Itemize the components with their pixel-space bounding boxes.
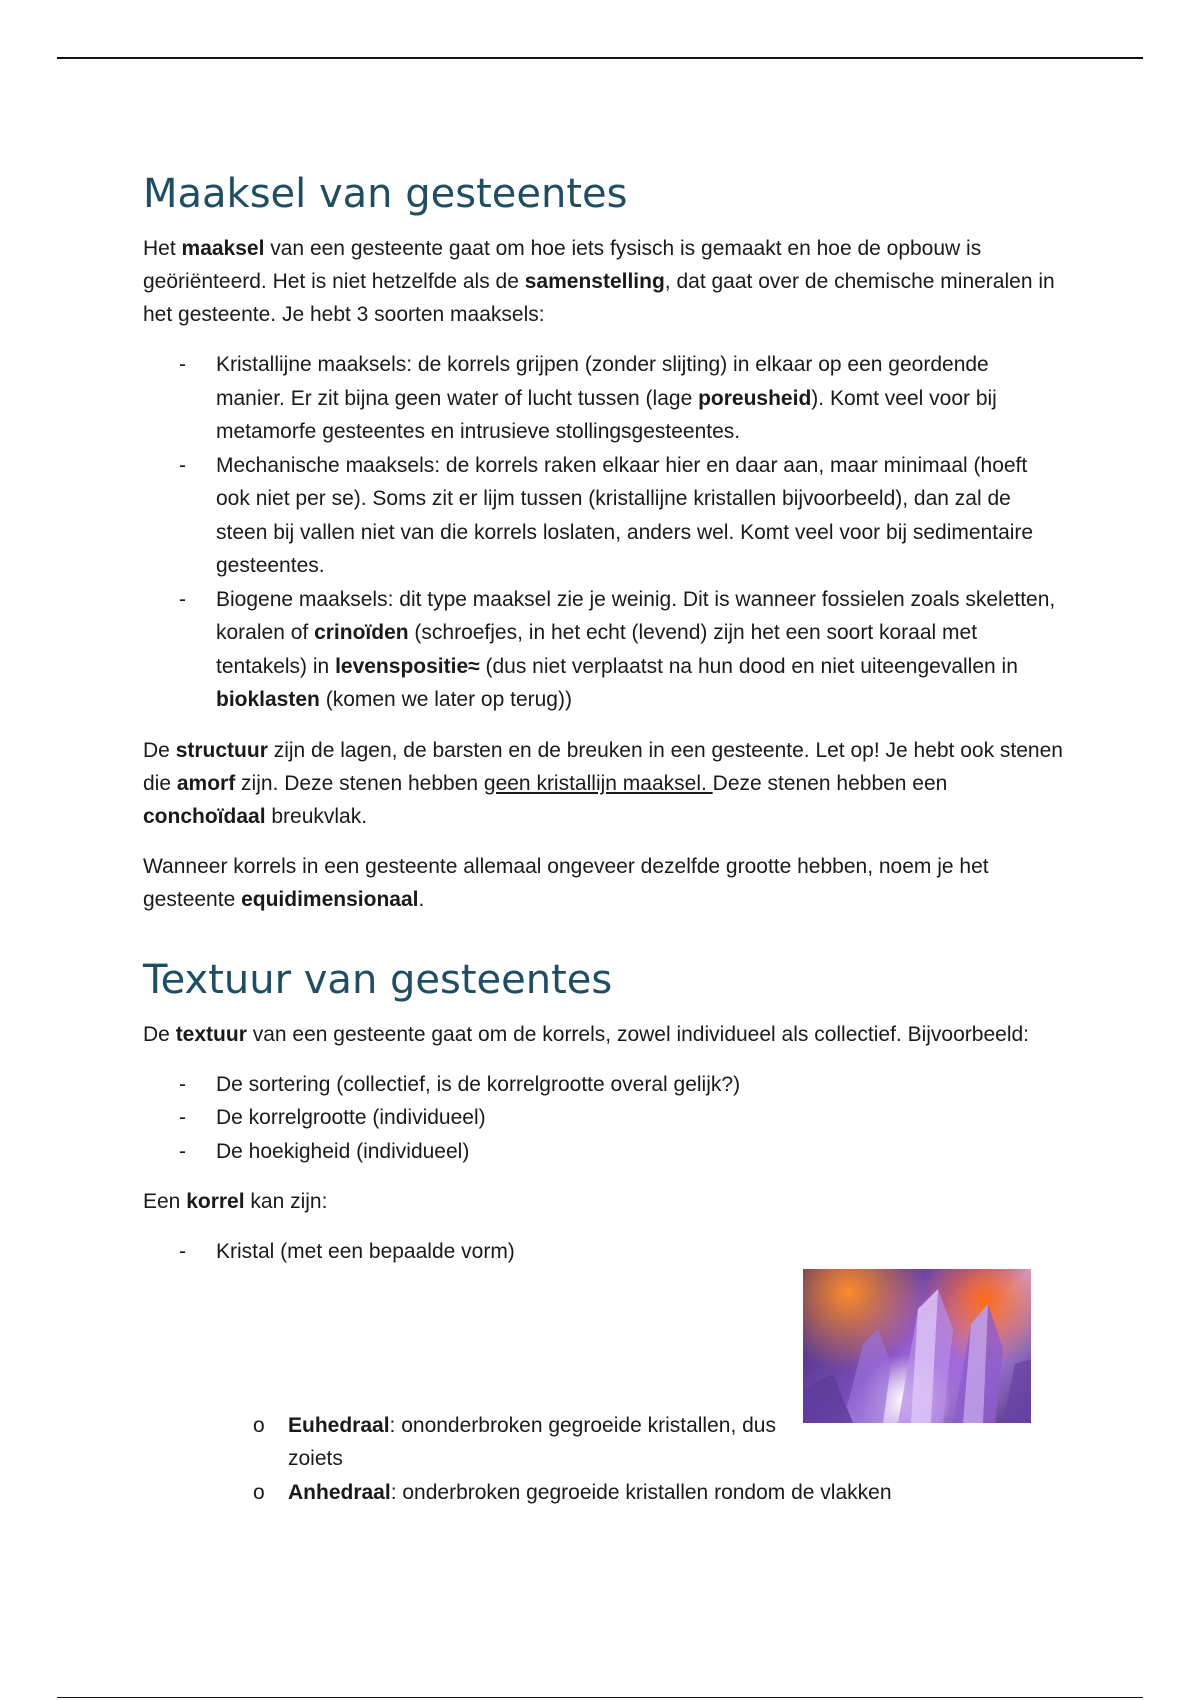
header-rule	[57, 57, 1143, 59]
crystal-image-area	[143, 1269, 1063, 1409]
list-item: - De korrelgrootte (individueel)	[143, 1101, 1063, 1135]
document-body	[143, 170, 1063, 1509]
list-item: - De sortering (collectief, is de korrelgrootte overal gelijk?)	[143, 1068, 1063, 1102]
paragraph-equidimensionaal: Wanneer korrels in een gesteente allemaal ongeveer dezelfde grootte hebben, noem je het gesteente equidimensionaal.	[143, 854, 989, 911]
list-item: - De hoekigheid (individueel)	[143, 1135, 1063, 1169]
paragraph-maaksel-intro: Het maaksel van een gesteente gaat om hoe iets fysisch is gemaakt en hoe de opbouw is geöriënteerd. Het is niet hetzelfde als de samenstelling, dat gaat over de chemische mineralen in het gesteente. Je hebt 3 soorten maaksels:	[143, 237, 1055, 326]
paragraph-korrel: Een korrel kan zijn:	[143, 1190, 328, 1213]
crystal-image	[803, 1269, 1031, 1423]
korrel-list	[143, 1235, 1063, 1269]
textuur-list	[143, 1068, 1063, 1169]
list-item-kristallijn: - Kristallijne maaksels: de korrels grijpen (zonder slijting) in elkaar op een geordende manier. Er zit bijna geen water of lucht tussen (lage poreusheid). Komt veel voor bij metamorfe gesteentes en intrusieve stollingsgesteentes.	[143, 348, 1063, 449]
paragraph-structuur: De structuur zijn de lagen, de barsten en de breuken in een gesteente. Let op! Je hebt ook stenen die amorf zijn. Deze stenen hebben geen kristallijn maaksel. Deze stenen hebben een conchoïdaal breukvlak.	[143, 738, 1063, 828]
kristal-subtypes-list	[143, 1409, 1063, 1510]
crystal-illustration	[803, 1269, 1031, 1423]
heading-maaksel: Maaksel van gesteentes	[143, 171, 628, 217]
heading-textuur: Textuur van gesteentes	[143, 956, 613, 1003]
list-item-euhedraal: o Euhedraal: ononderbroken gegroeide kristallen, dus zoiets	[143, 1409, 818, 1476]
list-item-kristal: - Kristal (met een bepaalde vorm)	[143, 1235, 1063, 1269]
paragraph-textuur-intro: De textuur van een gesteente gaat om de korrels, zowel individueel als collectief. Bijvoorbeeld:	[143, 1022, 1029, 1046]
list-item-anhedraal: o Anhedraal: onderbroken gegroeide kristallen rondom de vlakken	[143, 1476, 1063, 1510]
list-item-mechanisch: - Mechanische maaksels: de korrels raken elkaar hier en daar aan, maar minimaal (hoeft ook niet per se). Soms zit er lijm tussen (kristallijne kristallen bijvoorbeeld), dan zal de steen bij vallen niet van die korrels loslaten, anders wel. Komt veel voor bij sedimentaire gesteentes.	[143, 449, 1063, 583]
maaksel-types-list	[143, 348, 1063, 717]
list-item-biogeen: - Biogene maaksels: dit type maaksel zie je weinig. Dit is wanneer fossielen zoals skeletten, koralen of crinoïden (schroefjes, in het echt (levend) zijn het een soort koraal met tentakels) in levenspositie≈ (dus niet verplaatst na hun dood en niet uiteengevallen in bioklasten (komen we later op terug))	[143, 583, 1063, 717]
footer-rule	[57, 1697, 1143, 1698]
